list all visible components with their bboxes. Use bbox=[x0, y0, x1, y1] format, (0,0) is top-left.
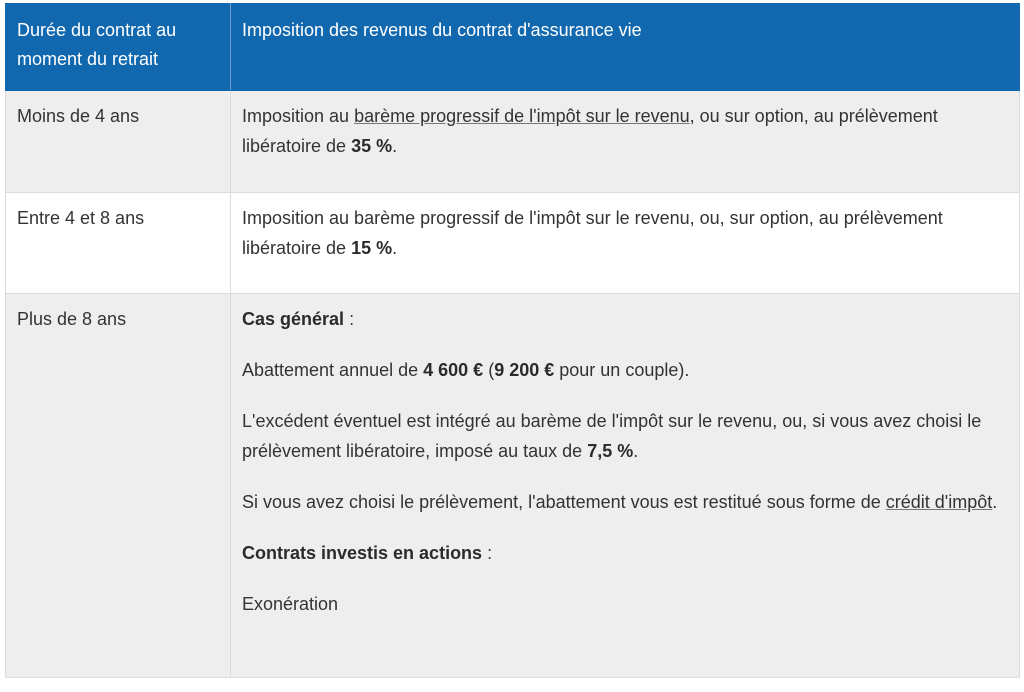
row1-text-after: , ou sur option, au prélèvement libératoire de bbox=[242, 106, 938, 156]
equity-label: Contrats investis en actions bbox=[242, 543, 483, 563]
row2-end: . bbox=[392, 238, 398, 258]
row2-text: Imposition au barème progressif de l'impôt sur le revenu, ou, sur option, au prélèvement libératoire de bbox=[242, 208, 943, 258]
tax-table bbox=[5, 3, 1020, 678]
allowance-paren: ( bbox=[483, 360, 495, 380]
bareme-link[interactable]: barème progressif de l'impôt sur le revenu bbox=[354, 106, 690, 126]
taxation-cell bbox=[231, 91, 1020, 193]
duration-cell: Plus de 8 ans bbox=[6, 294, 231, 678]
refund-end: . bbox=[992, 492, 998, 512]
refund-text: Si vous avez choisi le prélèvement, l'abattement vous est restitué sous forme de bbox=[242, 492, 886, 512]
equity-colon: : bbox=[482, 543, 493, 563]
general-case-colon: : bbox=[344, 309, 355, 329]
rate-7-5: 7,5 % bbox=[587, 441, 634, 461]
row1-end: . bbox=[392, 136, 398, 156]
taxation-cell bbox=[231, 193, 1020, 294]
allowance-prefix: Abattement annuel de bbox=[242, 360, 424, 380]
equity-value: Exonération bbox=[242, 594, 339, 614]
rate-35: 35 % bbox=[351, 136, 393, 156]
general-case-heading bbox=[242, 304, 1008, 334]
excess-paragraph bbox=[242, 406, 1008, 466]
row1-text: Imposition au bbox=[242, 106, 355, 126]
refund-paragraph bbox=[242, 487, 1008, 517]
allowance-single: 4 600 € bbox=[423, 360, 484, 380]
duration-cell: Entre 4 et 8 ans bbox=[6, 193, 231, 294]
credit-impot-link[interactable]: crédit d'impôt bbox=[885, 492, 993, 512]
header-duration: Durée du contrat au moment du retrait bbox=[6, 4, 231, 91]
duration-cell: Moins de 4 ans bbox=[6, 91, 231, 193]
excess-end: . bbox=[633, 441, 639, 461]
table-row bbox=[6, 193, 1020, 294]
equity-heading bbox=[242, 538, 1008, 568]
table-header bbox=[6, 4, 1020, 91]
header-taxation: Imposition des revenus du contrat d'assurance vie bbox=[231, 4, 1020, 91]
rate-15: 15 % bbox=[351, 238, 393, 258]
header-row bbox=[6, 4, 1020, 91]
taxation-cell bbox=[231, 294, 1020, 678]
table-row bbox=[6, 91, 1020, 193]
allowance-paragraph bbox=[242, 355, 1008, 385]
table-row bbox=[6, 294, 1020, 678]
allowance-suffix: pour un couple). bbox=[554, 360, 690, 380]
allowance-couple: 9 200 € bbox=[494, 360, 555, 380]
excess-text: L'excédent éventuel est intégré au barème de l'impôt sur le revenu, ou, si vous avez choisi le prélèvement libératoire, imposé au taux de bbox=[242, 411, 982, 461]
general-case-label: Cas général bbox=[242, 309, 345, 329]
